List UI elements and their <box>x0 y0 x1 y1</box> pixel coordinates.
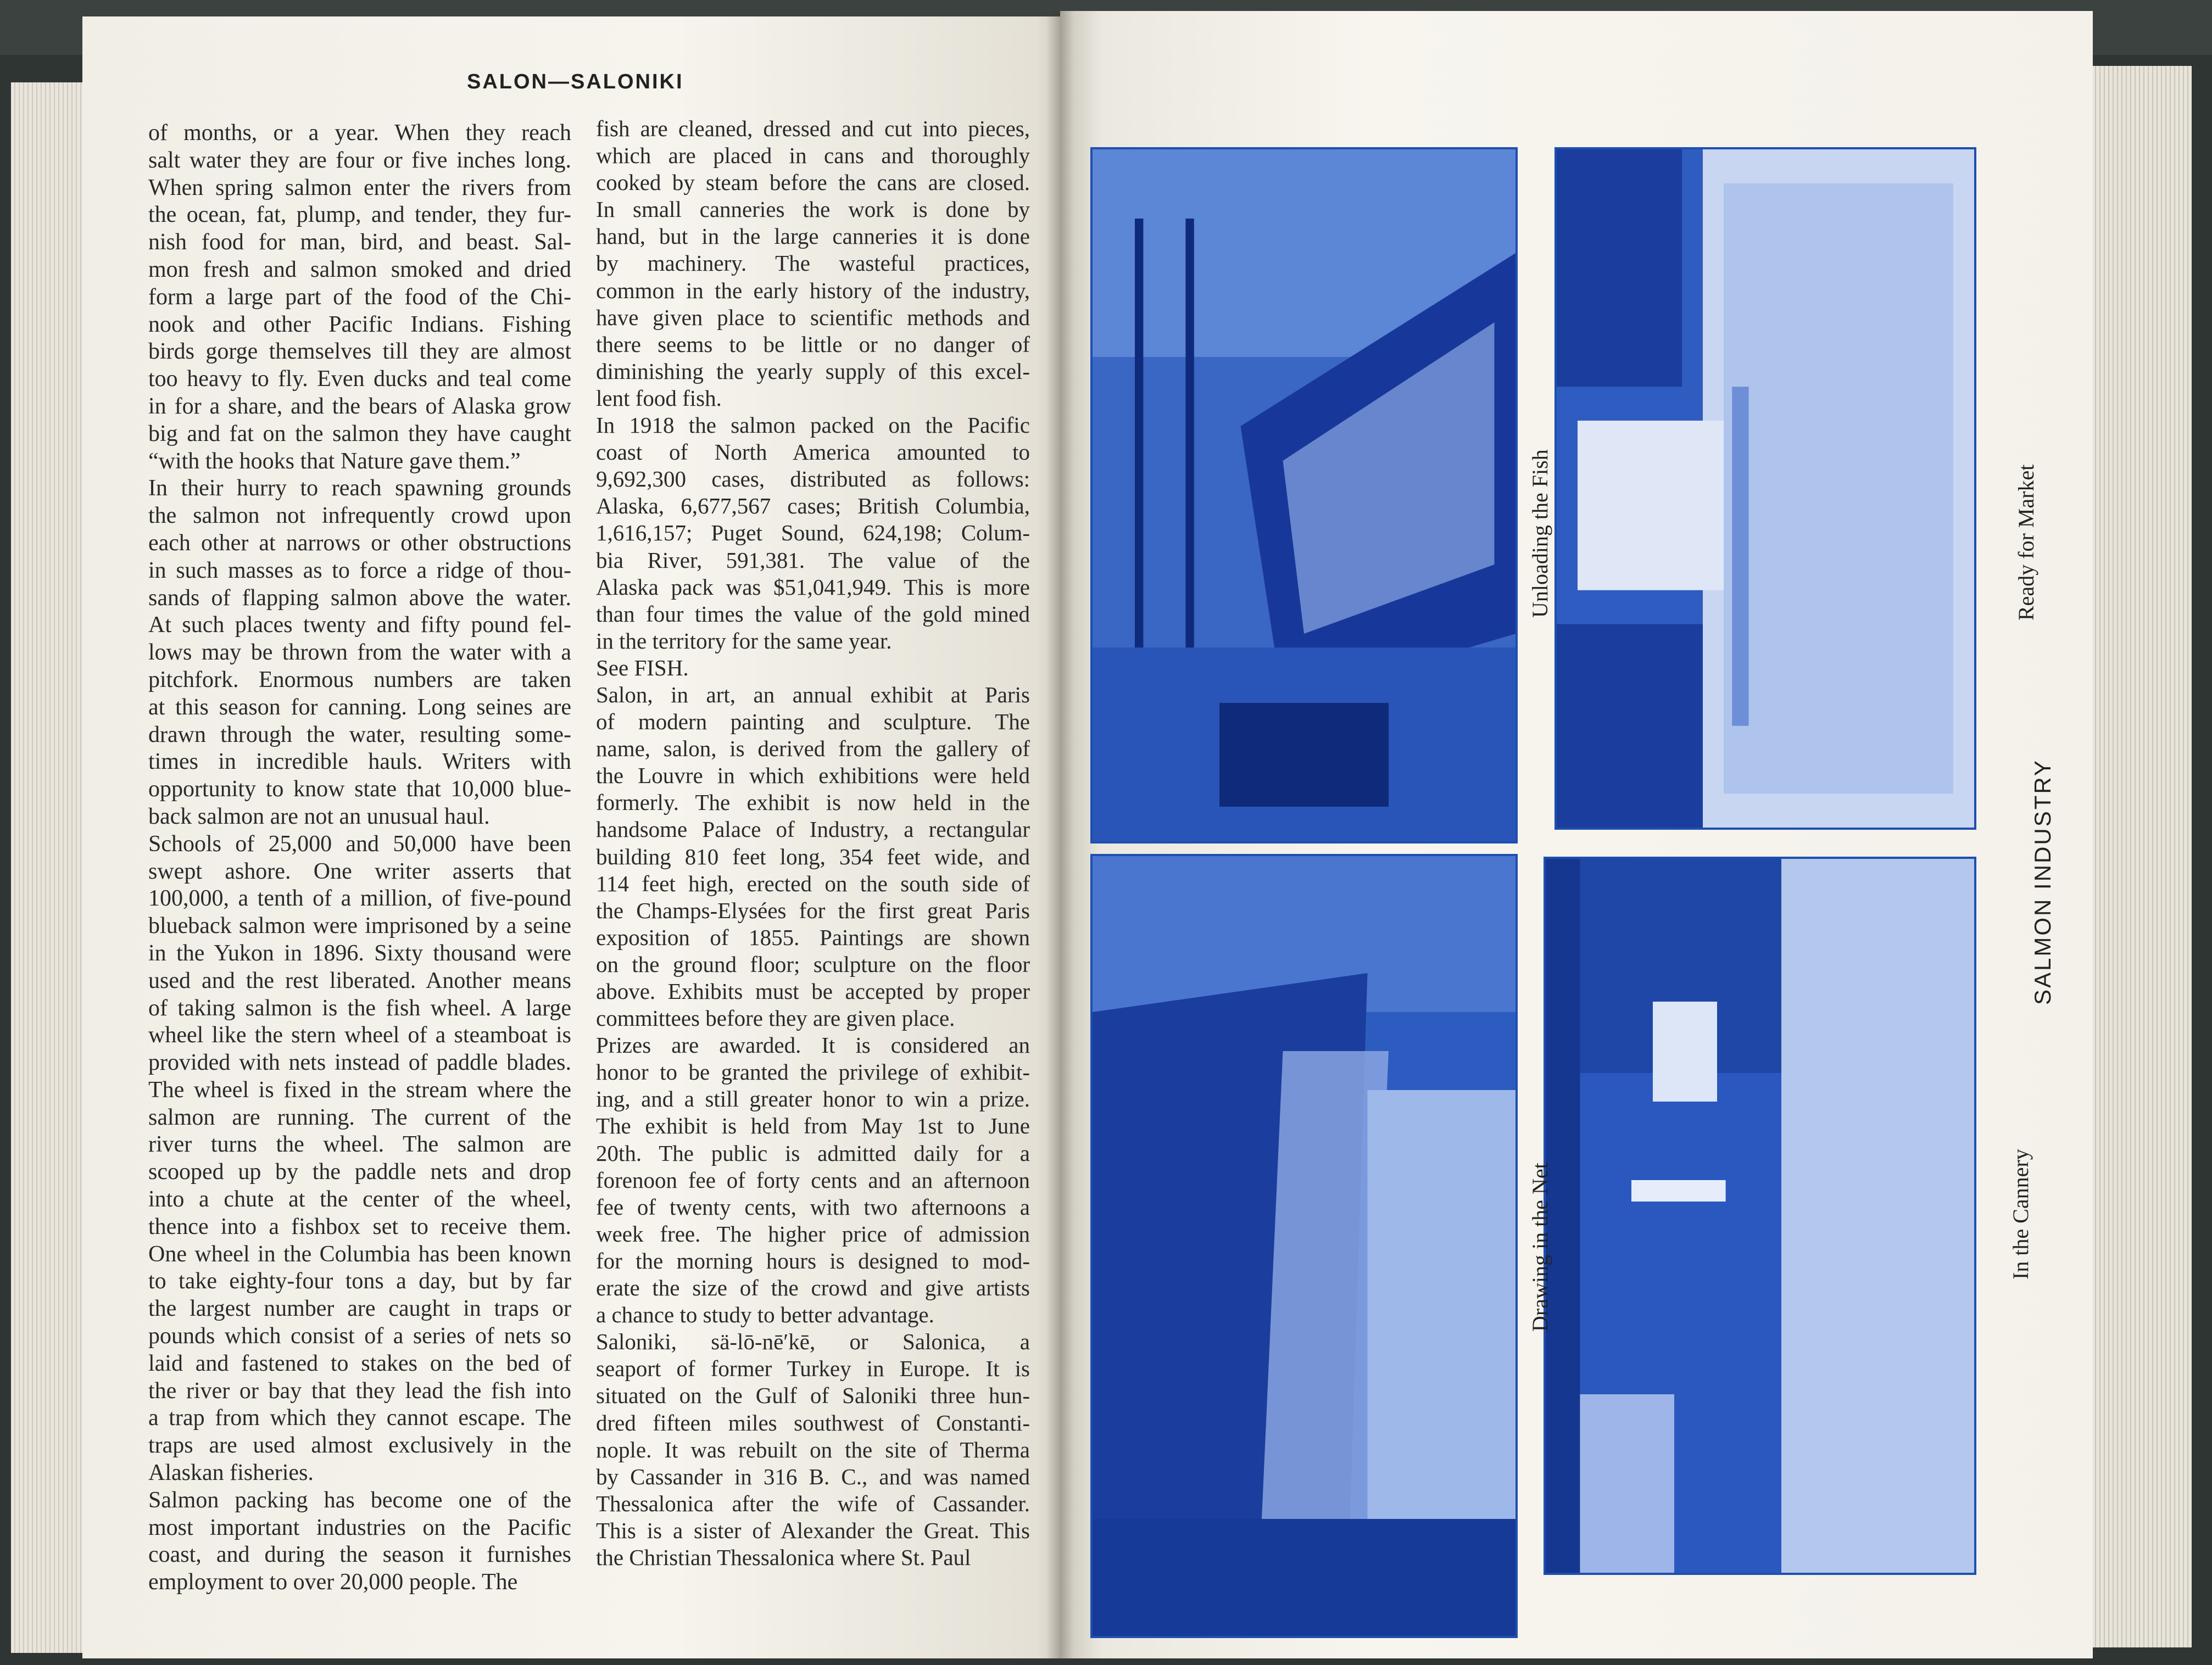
text-line: dred fifteen miles southwest of Constanti- <box>596 1410 1030 1435</box>
text-line: opportunity to know state that 10,000 blue- <box>148 776 571 802</box>
text-line: the ocean, fat, plump, and tender, they fur- <box>148 202 571 228</box>
text-line: a trap from which they cannot escape. The <box>148 1405 571 1431</box>
text-line: above. Exhibits must be accepted by proper <box>596 979 1030 1004</box>
text-line: ing, and a still greater honor to win a prize. <box>596 1086 1030 1112</box>
caption-ready-for-market: Ready for Market <box>2014 464 2038 621</box>
text-line: form a large part of the food of the Chi- <box>148 284 571 310</box>
text-line: in the Yukon in 1896. Sixty thousand were <box>148 940 571 966</box>
text-line: erate the size of the crowd and give artists <box>596 1275 1030 1301</box>
text-line: cooked by steam before the cans are closed. <box>596 170 1030 195</box>
plate-title: SALMON INDUSTRY <box>2030 759 2055 1005</box>
text-line: See FISH. <box>596 655 689 680</box>
text-line: This is a sister of Alexander the Great. This <box>596 1517 1030 1543</box>
photo-unloading-the-fish <box>1090 147 1518 843</box>
left-text-column <box>148 120 571 1596</box>
text-line: swept ashore. One writer asserts that <box>148 858 571 884</box>
text-line: thence into a fishbox set to receive them. <box>148 1214 571 1239</box>
text-line: in for a share, and the bears of Alaska grow <box>148 393 571 419</box>
text-line: in the territory for the same year. <box>596 628 892 653</box>
text-line: formerly. The exhibit is now held in the <box>596 790 1030 815</box>
text-line: situated on the Gulf of Saloniki three hun- <box>596 1383 1030 1409</box>
text-line: “with the hooks that Nature gave them.” <box>148 448 521 474</box>
text-line: to take eighty-four tons a day, but by far <box>148 1269 571 1294</box>
photo-drawing-in-the-net <box>1090 854 1518 1638</box>
text-line: the Louvre in which exhibitions were held <box>596 763 1030 789</box>
text-line: name, salon, is derived from the gallery of <box>596 736 1030 762</box>
text-line: Alaskan fisheries. <box>148 1460 314 1486</box>
text-line: there seems to be little or no danger of <box>596 331 1030 357</box>
text-line: diminishing the yearly supply of this excel- <box>596 358 1030 384</box>
text-line: fee of twenty cents, with two afternoons a <box>596 1194 1030 1220</box>
text-line: 114 feet high, erected on the south side of <box>596 870 1030 896</box>
text-line: week free. The higher price of admission <box>596 1221 1030 1247</box>
text-line: 1,616,157; Puget Sound, 624,198; Colum- <box>596 520 1030 546</box>
text-line: coast of North America amounted to <box>596 439 1030 465</box>
text-line: Thessalonica after the wife of Cassander. <box>596 1490 1030 1516</box>
text-line: traps are used almost exclusively in the <box>148 1433 571 1459</box>
text-line: fish are cleaned, dressed and cut into pieces, <box>596 116 1030 141</box>
text-line: In 1918 the salmon packed on the Pacific <box>596 412 1030 438</box>
text-line: When spring salmon enter the rivers from <box>148 175 571 200</box>
text-line: the river or bay that they lead the fish into <box>148 1378 571 1404</box>
text-line: birds gorge themselves till they are almost <box>148 339 571 365</box>
text-line: sands of flapping salmon above the water. <box>148 585 571 611</box>
text-line: mon fresh and salmon smoked and dried <box>148 256 571 282</box>
caption-in-the-cannery: In the Cannery <box>2008 1149 2033 1280</box>
text-line: One wheel in the Columbia has been known <box>148 1241 571 1267</box>
text-line: Alaska, 6,677,567 cases; British Columbia, <box>596 493 1030 519</box>
book-gutter <box>1046 11 1074 1658</box>
text-line: too heavy to fly. Even ducks and teal come <box>148 366 571 392</box>
text-line: than four times the value of the gold mined <box>596 601 1030 627</box>
text-line: back salmon are not an unusual haul. <box>148 803 490 829</box>
text-line: blueback salmon were imprisoned by a seine <box>148 913 571 939</box>
text-line: lent food fish. <box>596 385 722 411</box>
text-line: salt water they are four or five inches long. <box>148 147 571 173</box>
text-line: exposition of 1855. Paintings are shown <box>596 924 1030 950</box>
text-line: honor to be granted the privilege of exhibit- <box>596 1059 1030 1085</box>
text-line: the salmon not infrequently crowd upon <box>148 503 571 529</box>
text-line: Salon, in art, an annual exhibit at Paris <box>596 681 1030 707</box>
text-line: In small canneries the work is done by <box>596 197 1030 222</box>
text-line: in such masses as to force a ridge of thou- <box>148 557 571 583</box>
text-line: 9,692,300 cases, distributed as follows: <box>596 466 1030 492</box>
text-line: hand, but in the large canneries it is done <box>596 224 1030 249</box>
text-line: lows may be thrown from the water with a <box>148 640 571 666</box>
text-line: common in the early history of the industry, <box>596 277 1030 303</box>
text-line: pounds which consist of a series of nets so <box>148 1323 571 1349</box>
text-line: Salmon packing has become one of the <box>148 1487 571 1513</box>
text-line: the Champs-Elysées for the first great Paris <box>596 897 1030 923</box>
text-line: drawn through the water, resulting some- <box>148 722 571 747</box>
caption-drawing-in-the-net: Drawing in the Net <box>1528 1163 1552 1332</box>
text-line: at this season for canning. Long seines are <box>148 694 571 720</box>
text-line: big and fat on the salmon they have caught <box>148 421 571 446</box>
text-line: laid and fastened to stakes on the bed of <box>148 1350 571 1376</box>
text-line: Schools of 25,000 and 50,000 have been <box>148 831 571 857</box>
text-line: bia River, 591,381. The value of the <box>596 547 1030 573</box>
text-line: The wheel is fixed in the stream where the <box>148 1077 571 1103</box>
text-line: wheel like the stern wheel of a steamboat is <box>148 1023 571 1048</box>
text-line: salmon are running. The current of the <box>148 1104 571 1130</box>
text-line: In their hurry to reach spawning grounds <box>148 476 571 501</box>
right-text-column <box>596 115 1030 1571</box>
text-line: pitchfork. Enormous numbers are taken <box>148 667 571 692</box>
text-line: most important industries on the Pacific <box>148 1515 571 1540</box>
text-line: into a chute at the center of the wheel, <box>148 1187 571 1213</box>
text-line: forenoon fee of forty cents and an afternoon <box>596 1167 1030 1193</box>
text-line: Alaska pack was $51,041,949. This is more <box>596 574 1030 600</box>
text-line: 20th. The public is admitted daily for a <box>596 1140 1030 1166</box>
text-line: Prizes are awarded. It is considered an <box>596 1032 1030 1058</box>
text-line: each other at narrows or other obstructions <box>148 530 571 556</box>
caption-unloading-the-fish: Unloading the Fish <box>1528 449 1552 618</box>
text-line: for the morning hours is designed to mod- <box>596 1248 1030 1273</box>
text-line: have given place to scientific methods and <box>596 304 1030 330</box>
running-header: SALON—SALONIKI <box>467 70 684 93</box>
text-line: building 810 feet long, 354 feet wide, and <box>596 843 1030 869</box>
text-line: At such places twenty and fifty pound fel- <box>148 612 571 638</box>
text-line: committees before they are given place. <box>596 1005 955 1031</box>
photo-ready-for-market <box>1554 147 1976 830</box>
text-line: river turns the wheel. The salmon are <box>148 1132 571 1158</box>
photo-in-the-cannery <box>1544 857 1976 1575</box>
text-line: of months, or a year. When they reach <box>148 120 571 146</box>
text-line: of taking salmon is the fish wheel. A large <box>148 995 571 1021</box>
text-line: the largest number are caught in traps or <box>148 1296 571 1322</box>
text-line: 100,000, a tenth of a million, of five-pound <box>148 886 571 912</box>
text-line: of modern painting and sculpture. The <box>596 709 1030 735</box>
text-line: coast, and during the season it furnishes <box>148 1542 571 1568</box>
text-line: nook and other Pacific Indians. Fishing <box>148 311 571 337</box>
text-line: nople. It was rebuilt on the site of Therma <box>596 1437 1030 1462</box>
text-line: nish food for man, bird, and beast. Sal- <box>148 230 571 255</box>
text-line: a chance to study to better advantage. <box>596 1302 934 1328</box>
text-line: Saloniki, sä-lō-nē′kē, or Salonica, a <box>596 1329 1030 1355</box>
text-line: scooped up by the paddle nets and drop <box>148 1159 571 1185</box>
text-line: times in incredible hauls. Writers with <box>148 749 571 775</box>
text-line: on the ground floor; sculpture on the floor <box>596 951 1030 977</box>
page-edges-right <box>2087 66 2192 1647</box>
text-line: seaport of former Turkey in Europe. It is <box>596 1356 1030 1382</box>
text-line: used and the rest liberated. Another means <box>148 968 571 993</box>
text-line: provided with nets instead of paddle blades. <box>148 1050 571 1076</box>
text-line: employment to over 20,000 people. The <box>148 1569 518 1595</box>
text-line: by Cassander in 316 B. C., and was named <box>596 1463 1030 1489</box>
text-line: The exhibit is held from May 1st to June <box>596 1113 1030 1139</box>
text-line: which are placed in cans and thoroughly <box>596 143 1030 169</box>
text-line: the Christian Thessalonica where St. Paul <box>596 1544 971 1570</box>
text-line: handsome Palace of Industry, a rectangular <box>596 817 1030 842</box>
text-line: by machinery. The wasteful practices, <box>596 250 1030 276</box>
